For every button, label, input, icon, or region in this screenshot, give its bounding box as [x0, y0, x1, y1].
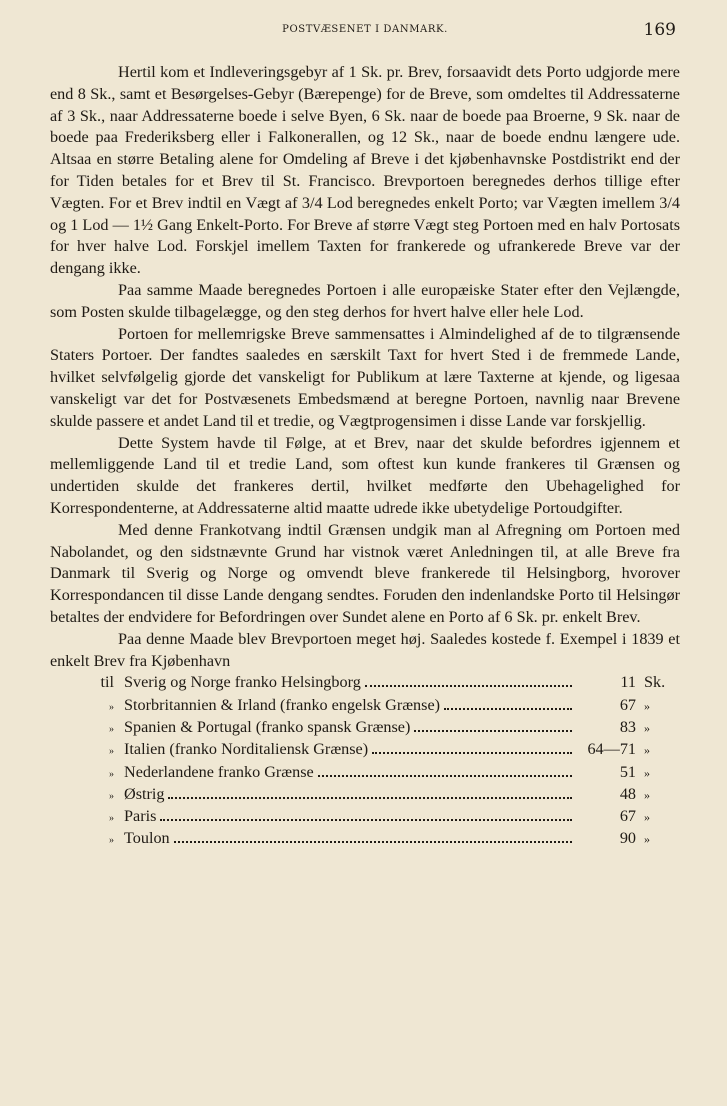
- ditto-mark: »: [109, 813, 114, 825]
- rate-price: 83: [619, 717, 636, 736]
- rate-row: [50, 806, 680, 828]
- rate-destination: Paris: [124, 807, 157, 826]
- rate-destination: Toulon: [124, 829, 170, 848]
- dot-leader: [174, 841, 572, 843]
- ditto-mark: til: [100, 673, 114, 692]
- ditto-mark: »: [109, 835, 114, 847]
- paragraph: Paa samme Maade beregnedes Portoen i alle europæiske Stater efter den Vejlængde, som Posten skulde tilbagelægge, og den steg derhos for hvert halve eller hele Lod.: [50, 280, 680, 321]
- dot-leader: [414, 730, 572, 732]
- page-number: 169: [643, 20, 676, 40]
- rate-destination: Sverig og Norge franko Helsingborg: [124, 673, 361, 692]
- rate-row: [50, 739, 680, 761]
- body-text: [50, 62, 680, 851]
- rate-destination: Østrig: [124, 784, 165, 803]
- rate-price: 67: [619, 695, 636, 714]
- ditto-mark: »: [109, 768, 114, 780]
- rate-unit: Sk.: [644, 673, 666, 692]
- rate-row: [50, 828, 680, 850]
- rate-price: 51: [619, 762, 636, 781]
- postage-rate-table: [50, 672, 680, 850]
- rate-unit: »: [644, 720, 650, 735]
- paragraph: Hertil kom et Indleveringsgebyr af 1 Sk. pr. Brev, forsaavidt dets Porto udgjorde mere end 8 Sk., samt et Besørgelses-Gebyr (Bærepenge) for de Breve, som omdeltes til Addressaterne af 3 Sk., naar Addressaterne boede i selve Byen, 6 Sk. naar de boede paa Broerne, 9 Sk. naar de boede paa Frederiksberg eller i Falkonerallen, og 12 Sk., naar de boede endnu længere ude. Altsaa en større Betaling alene for Omdeling af Breve i det kjøbenhavnske Postdistrikt end der for Tiden betales for et Brev til St. Francisco. Brevportoen beregnedes derhos tillige efter Vægten. For et Brev indtil en Vægt af 3/4 Lod beregnedes enkelt Porto; var Vægten imellem 3/4 og 1 Lod — 1½ Gang Enkelt-Porto. For Breve af større Vægt steg Portoen med en halv Portosats for hver halve Lod. Forskjel imellem Taxten for frankerede og ufrankerede Breve var der dengang ikke.: [50, 63, 680, 278]
- running-title: POSTVÆSENET I DANMARK.: [282, 24, 448, 35]
- dot-leader: [372, 752, 572, 754]
- dot-leader: [365, 685, 572, 687]
- rate-unit: »: [644, 810, 650, 825]
- rate-unit: »: [644, 787, 650, 802]
- paragraph: Paa denne Maade blev Brevportoen meget høj. Saaledes kostede f. Exempel i 1839 et enkelt Brev fra Kjøbenhavn: [50, 629, 680, 670]
- rate-unit: »: [644, 832, 650, 847]
- page-header: [50, 20, 680, 46]
- dot-leader: [168, 797, 572, 799]
- rate-destination: Nederlandene franko Grænse: [124, 762, 314, 781]
- dot-leader: [444, 708, 572, 710]
- rate-row: [50, 762, 680, 784]
- paragraph: Dette System havde til Følge, at et Brev, naar det skulde befordres igjennem et mellemliggende Land til et tredie Land, som oftest kun kunde frankeres til Grænsen og undertiden skulde det frankeres dertil, hvilket medførte den Ubehagelighed for Korrespondenterne, at Addressaterne altid maatte udrede ikke ubetydelige Portoudgifter.: [50, 433, 680, 517]
- rate-price: 90: [619, 829, 636, 848]
- rate-price: 48: [619, 784, 636, 803]
- ditto-mark: »: [109, 746, 114, 758]
- rate-unit: »: [644, 765, 650, 780]
- rate-price: 11: [620, 673, 636, 692]
- rate-destination: Italien (franko Norditaliensk Grænse): [124, 740, 369, 759]
- paragraph: Med denne Frankotvang indtil Grænsen undgik man al Afregning om Portoen med Nabolandet, og den sidstnævnte Grund har vistnok været Anledningen til, at alle Breve fra Danmark til Sverig og Norge og omvendt bleve frankerede til Helsingborg, hvorover Korrespondancen til disse Lande dengang sendtes. Foruden den indenlandske Porto til Helsingør betaltes der endvidere for Befordringen over Sundet alene en Porto af 6 Sk. pr. enkelt Brev.: [50, 520, 680, 626]
- rate-destination: Storbritannien & Irland (franko engelsk Grænse): [124, 695, 441, 714]
- rate-destination: Spanien & Portugal (franko spansk Grænse): [124, 717, 411, 736]
- paragraph: Portoen for mellemrigske Breve sammensattes i Almindelighed af de to tilgrænsende Staters Portoer. Der fandtes saaledes en særskilt Taxt for hvert Sted i de fremmede Lande, hvilket selvfølgelig gjorde det vanskeligt for Publikum at lære Taxterne at kjende, og ligesaa vanskeligt var det for Postvæsenets Embedsmænd at beregne Portoen, navnlig naar Brevene skulde passere et andet Land til et tredie, og Vægtprogensimen i disse Lande var forskjellig.: [50, 324, 680, 430]
- rate-price: 67: [619, 807, 636, 826]
- rate-price: 64—71: [587, 740, 636, 759]
- ditto-mark: »: [109, 723, 114, 735]
- rate-row: [50, 695, 680, 717]
- rate-unit: »: [644, 743, 650, 758]
- ditto-mark: »: [109, 701, 114, 713]
- rate-unit: »: [644, 698, 650, 713]
- rate-row: [50, 672, 680, 694]
- rate-row: [50, 784, 680, 806]
- dot-leader: [160, 819, 572, 821]
- dot-leader: [318, 775, 572, 777]
- ditto-mark: »: [109, 790, 114, 802]
- rate-row: [50, 717, 680, 739]
